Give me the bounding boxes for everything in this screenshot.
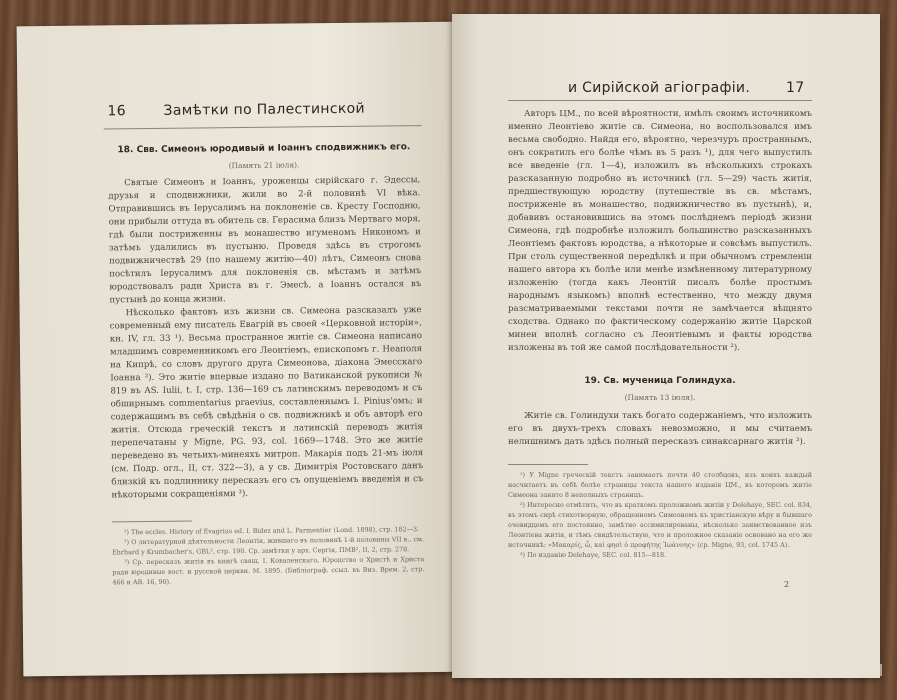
footnote-rule — [508, 464, 588, 465]
right-page-number: 17 — [786, 80, 805, 96]
section-title-19: 19. Св. мученица Голиндуха. — [584, 376, 736, 386]
footnote: ²) О литературной дѣятельности Леонтія, жившаго въ половинѣ 1-й половины VII в., см. Ehrhard y Krumbacher's, GBL², стр. 190. Ср. замѣтки у арх. Сергія, ПМВ², II, 2, стр. 278. — [112, 535, 425, 557]
footnote-rule — [112, 521, 192, 523]
header-rule — [104, 125, 422, 129]
footnote: ³) Ср. пересказъ житія въ книгѣ свящ. I. Коваленскаго, Юродство о Христѣ и Христа ради юродивые вост. и русской церкви. М. 1895. (Библіограф. ссыл. въ Виз. Врем. 2, стр. 466 и AB. 16, 90). — [112, 555, 425, 587]
left-running-head: Замѣтки по Палестинской — [163, 100, 365, 119]
paragraph: Нѣсколько фактовъ изъ жизни св. Симеона разсказалъ уже современный ему писатель Евагрій въ своей «Церковной исторіи», кн. IV, гл. 33 ¹). Весьма пространное житіе св. Симеона написано младшимъ современникомъ его Леонтіемъ, епископомъ г. Неаполя на Кипрѣ, со словъ другого друга Симеонова, діакона Эмесскаго Іоанна ²). Это житіе впервые издано по Ватиканской рукописи № 819 въ AS. Iulii, t. I, стр. 136—169 съ латинскимъ переводомъ и съ обширнымъ commentarius praevius, составленнымъ I. Pinius'омъ; и содержащимъ въ себѣ свѣдѣнія о св. подвижникѣ и объ авторѣ его житія. Отсюда греческій текстъ и латинскій переводъ житія перепечатаны у Migne, PG. 93, col. 1669—1748. Это же житіе переведено въ четьихъ-минеяхъ митроп. Макарія подъ 21-мъ іюля (см. Подр. огл., II, ст. 322—3), а у св. Димитрія Ростовскаго данъ близкій къ подлиннику пересказъ его съ опущеніемъ введенія и съ нѣкоторыми сокращеніями ³). — [109, 305, 424, 501]
left-page-number: 16 — [107, 103, 127, 120]
left-footnotes — [112, 524, 425, 587]
left-body-text — [108, 174, 423, 502]
right-footnotes — [508, 470, 812, 560]
section-title-18: 18. Свв. Симеонъ юродивый и Іоаннъ сподвижникъ его. — [117, 142, 411, 156]
paragraph: Авторъ ЦМ., по всей вѣроятности, имѣлъ своимъ источникомъ именно Леонтіево житіе св. Симеона, но воспользовался имъ весьма свободно. Найдя его, вѣроятно, черезчуръ пространнымъ, онъ сократилъ его болѣе чѣмъ въ 5 разъ ¹), для чего выпустилъ все введеніе (гл. 1—4), изложилъ въ нѣсколькихъ строкахъ разсказанную подробно въ источникѣ (гл. 5—29) часть житія, предшествующую юродству (путешествіе въ св. мѣстамъ, постриженіе въ монашество, подвижничество въ пустынѣ), и, добавивъ остановившись на этомъ послѣднемъ періодѣ жизни Симеона, гдѣ подробнѣе изложилъ большинство разсказанныхъ Леонтіемъ фактовъ юродства, а нѣкоторые и совсѣмъ выпустилъ. При столь существенной передѣлкѣ и при обычномъ стремленіи нашего автора къ болѣе или менѣе измѣненному литературному изложенію (тогда какъ Леонтій писалъ болѣе простымъ народнымъ языкомъ) вполнѣ естественно, что между двумя разсматриваемыми текстами почти не замѣчается вѣщнято сходства. Однако по фактическому содержанію житіе Царской минеи вполнѣ согласно съ Леонтіевымъ и факты юродства изложены въ той же самой послѣдовательности ²). — [508, 109, 812, 353]
footnote: ¹) У Migne греческій текстъ занимаетъ почти 40 столбцовъ, изъ коихъ каждый насчитаетъ въ себѣ болѣе страницы текста нашего изданія ЦМ., въ которомъ житіе Симеона занято 8 неполныхъ страницъ. — [508, 471, 812, 499]
open-book — [14, 14, 882, 688]
right-body-text — [508, 108, 812, 355]
right-running-head: и Сирійской агіографіи. — [568, 80, 751, 96]
footnote: ²) Интересно отмѣтить, что въ краткомъ проложномъ житіи у Delehaye, SEC. col. 834, въ этомъ сирѣ стихотворную, обращенномъ Симеономъ къ христіанскую вѣру и бывшаго очевидцемъ его постоянно, замѣтно ассимилированы, нѣсколько заимствованное изъ Леонтіева житія, и тѣмъ свидѣтельствую, что и проложное сказаніе основано на его же источникѣ: «Μακαρίς, ὦ, καὶ φησὶ ὁ προφήτης Ἰωάννης» (ср. Migne, 93, col. 1745 A). — [508, 501, 812, 549]
paragraph: Житіе св. Голиндухи такъ богато содержаніемъ, что изложить его въ двухъ-трехъ словахъ невозможно, и мы считаемъ нелишнимъ дать здѣсь полный пересказъ синаксарнаго житія ³). — [508, 411, 812, 447]
memory-date-19: (Память 13 іюля). — [624, 393, 696, 402]
right-body-text-2 — [508, 410, 812, 449]
left-page — [17, 22, 470, 677]
memory-date-18: (Память 21 іюля). — [228, 160, 300, 171]
paragraph: Святые Симеонъ и Іоаннъ, уроженцы сирійскаго г. Эдессы, друзья и сподвижники, жили во 2-й половинѣ VI вѣка. Отправившись въ Іерусалимъ на поклоненіе св. Кресту Господню, они прибыли оттуда въ обитель св. Герасима близъ Мертваго моря, гдѣ были постриженны въ монашество игуменомъ Никономъ и затѣмъ удалились въ пустыню. Проведя здѣсь въ строгомъ подвижничествѣ 29 (по нашему житію—40) лѣтъ, Симеонъ снова посѣтилъ Іерусалимъ для поклоненія св. мѣстамъ и затѣмъ юродствовалъ ради Христа въ г. Эмесѣ, а Іоаннъ остался въ пустынѣ до конца жизни. — [108, 175, 422, 306]
footnote: ³) По изданію Delehaye, SEC. col. 815—818. — [520, 551, 667, 559]
footnote: ¹) The eccles. History of Evagrius ed. I. Bidez and L. Parmentier (Lond. 1898), стр. 182—3. — [123, 525, 420, 537]
right-page — [452, 14, 880, 678]
signature-mark: 2 — [784, 580, 790, 589]
header-rule — [508, 100, 812, 101]
